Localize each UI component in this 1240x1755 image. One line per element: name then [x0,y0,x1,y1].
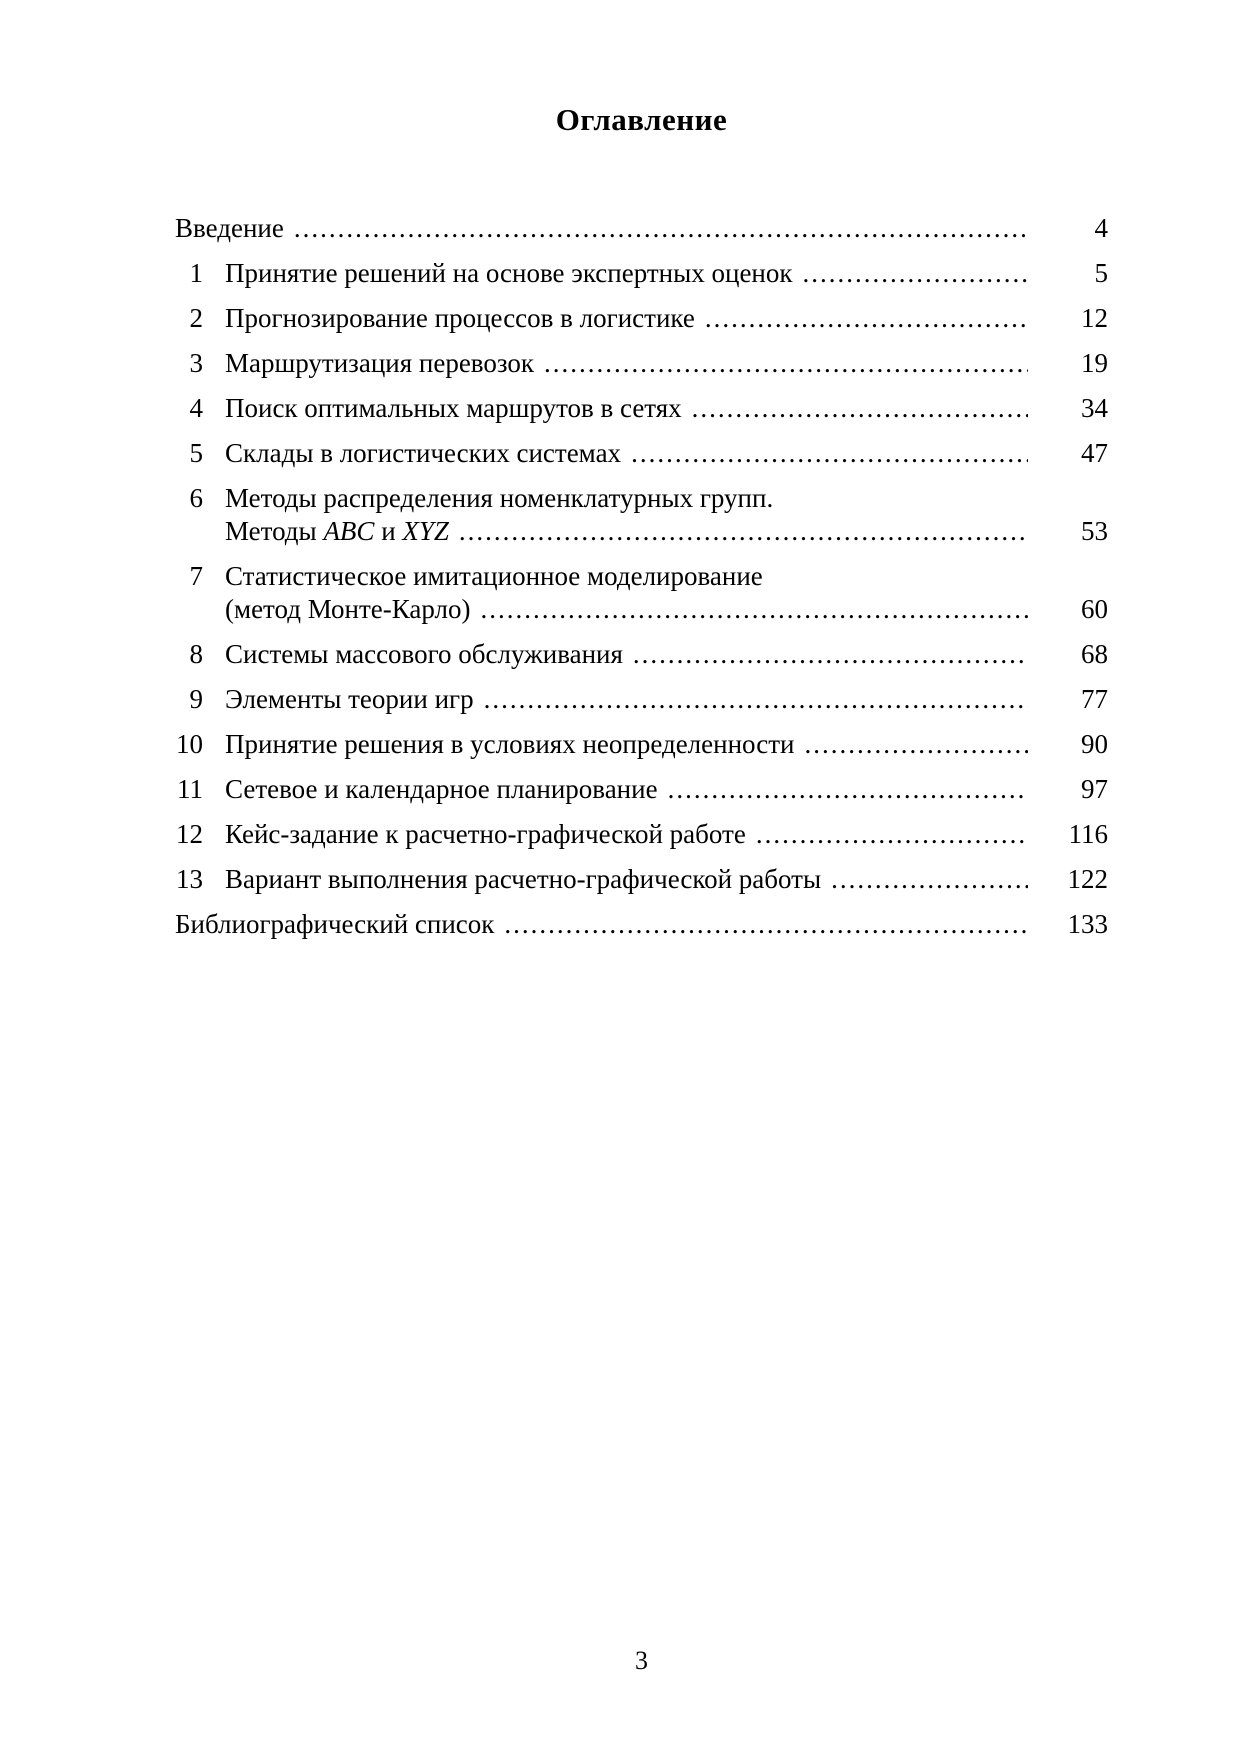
entry-body [225,302,1108,335]
entry-number: 8 [189,639,203,669]
dot-leader [705,302,1028,335]
entry-body [225,347,1108,380]
entry-body [225,257,1108,290]
entry-line [225,437,1108,470]
toc-entry [175,302,1108,335]
entry-number: 9 [189,684,203,714]
entry-number: 6 [189,483,203,513]
toc-entry [175,728,1108,761]
entry-line [225,515,1108,548]
entry-line [225,593,1108,626]
entry-line [175,212,1108,245]
entry-line [225,560,1108,593]
entry-page-number: 68 [1081,639,1108,669]
entry-body [225,437,1108,470]
entry-title: Вариант выполнения расчетно-графической работы [225,864,822,894]
entry-page-number: 19 [1081,348,1108,378]
entry-number: 10 [176,729,203,759]
entry-page-number: 133 [1067,909,1108,939]
entry-number: 1 [189,258,203,288]
dot-leader [756,818,1028,851]
entry-line [225,392,1108,425]
dot-leader [504,908,1028,941]
entry-line [225,818,1108,851]
entry-title: Принятие решения в условиях неопределенности [225,729,795,759]
entry-page-number: 4 [1094,213,1108,243]
entry-title: Сетевое и календарное планирование [225,774,658,804]
toc-entry [175,257,1108,290]
entry-number: 7 [189,561,203,591]
entry-page-number: 90 [1081,729,1108,759]
dot-leader [484,683,1028,716]
entry-number: 2 [189,303,203,333]
entry-line [225,638,1108,671]
entry-page-number: 122 [1067,864,1108,894]
entry-body [175,908,1108,941]
entry-title: Элементы теории игр [225,684,474,714]
dot-leader [804,728,1028,761]
entry-title: Библиографический список [175,909,495,939]
entry-line [225,302,1108,335]
entry-body [225,392,1108,425]
footer-page-number: 3 [635,1646,648,1675]
entry-line [225,683,1108,716]
entry-title: Методы ABC и XYZ [225,516,449,546]
toc-entry [175,818,1108,851]
entry-title: Маршрутизация перевозок [225,348,534,378]
entry-title: Введение [175,213,284,243]
toc-list [175,212,1108,941]
dot-leader [692,392,1028,425]
entry-title: Поиск оптимальных маршрутов в сетях [225,393,682,423]
toc-entry [175,773,1108,806]
entry-number: 13 [176,864,203,894]
entry-body [225,863,1108,896]
entry-body [225,818,1108,851]
entry-line [225,482,1108,515]
entry-page-number: 34 [1081,393,1108,423]
toc-entry [175,863,1108,896]
dot-leader [631,437,1028,470]
entry-title: Кейс-задание к расчетно-графической работе [225,819,746,849]
entry-line [225,773,1108,806]
entry-title: Методы распределения номенклатурных групп. [225,483,774,513]
entry-title: Статистическое имитационное моделирование [225,561,763,591]
page-title: Оглавление [555,102,728,137]
entry-body [225,638,1108,671]
entry-title: Прогнозирование процессов в логистике [225,303,695,333]
toc-entry [175,392,1108,425]
entry-page-number: 116 [1068,819,1108,849]
entry-page-number: 60 [1081,594,1108,624]
entry-page-number: 77 [1081,684,1108,714]
entry-body [175,212,1108,245]
entry-body [225,728,1108,761]
entry-page-number: 97 [1081,774,1108,804]
entry-line [225,728,1108,761]
toc-entry [175,638,1108,671]
dot-leader [294,212,1028,245]
dot-leader [668,773,1028,806]
entry-page-number: 47 [1081,438,1108,468]
toc-entry [175,347,1108,380]
dot-leader [633,638,1028,671]
dot-leader [544,347,1028,380]
dot-leader [831,863,1028,896]
entry-title: (метод Монте-Карло) [225,594,471,624]
entry-title: Системы массового обслуживания [225,639,623,669]
entry-title: Принятие решений на основе экспертных оценок [225,258,793,288]
entry-page-number: 5 [1094,258,1108,288]
entry-page-number: 12 [1081,303,1108,333]
toc-entry [175,560,1108,626]
page-content [0,100,1240,941]
toc-entry [175,437,1108,470]
entry-line [175,908,1108,941]
toc-entry [175,212,1108,245]
entry-body [225,560,1108,626]
entry-number: 12 [176,819,203,849]
entry-body [225,482,1108,548]
entry-line [225,863,1108,896]
toc-entry [175,908,1108,941]
dot-leader [459,515,1028,548]
entry-title: Склады в логистических системах [225,438,622,468]
entry-body [225,773,1108,806]
dot-leader [481,593,1028,626]
entry-line [225,257,1108,290]
toc-entry [175,482,1108,548]
entry-number: 3 [189,348,203,378]
entry-page-number: 53 [1081,516,1108,546]
entry-body [225,683,1108,716]
entry-number: 11 [177,774,203,804]
entry-line [225,347,1108,380]
toc-entry [175,683,1108,716]
entry-number: 4 [189,393,203,423]
dot-leader [803,257,1028,290]
entry-number: 5 [189,438,203,468]
